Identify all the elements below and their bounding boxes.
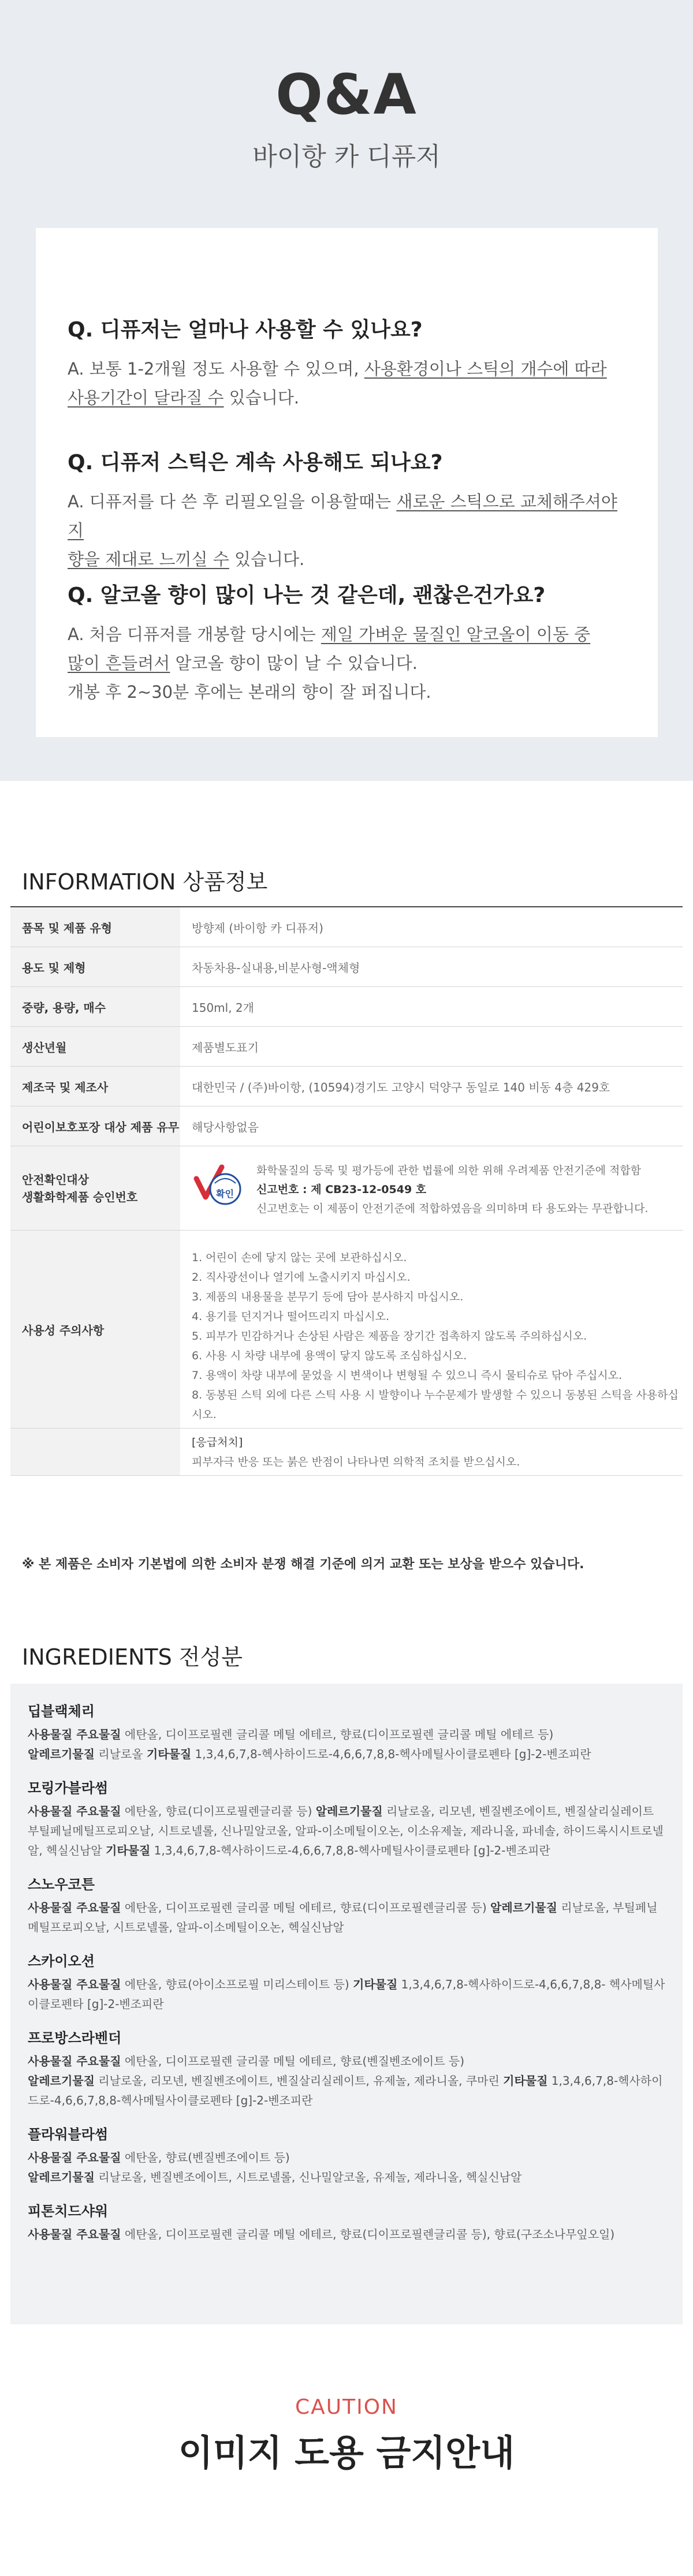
ingredient-label: 사용물질 주요물질: [28, 2054, 121, 2068]
info-label: 어린이보호포장 대상 제품 유무: [10, 1106, 180, 1146]
qa-item: [68, 579, 628, 706]
ingredient-label: 사용물질 주요물질: [28, 2227, 121, 2241]
answer-text: A. 보통 1-2개월 정도 사용할 수 있으며,: [68, 359, 364, 379]
table-row: [10, 1429, 683, 1476]
emergency-title: [응급처치]: [192, 1436, 243, 1449]
qa-answer: [68, 620, 628, 706]
table-row: [10, 1067, 683, 1106]
info-value: 해당사항없음: [192, 1120, 259, 1134]
answer-text: 있습니다.: [229, 549, 305, 569]
cert-number: 신고번호 : 제 CB23-12-0549 호: [256, 1183, 427, 1196]
answer-underline: 많이 흔들려서: [68, 653, 170, 673]
cert-label-line: 안전확인대상: [22, 1172, 89, 1187]
ingredient-name: 프로방스라벤더: [28, 2030, 122, 2046]
qa-title: Q&A: [275, 62, 418, 127]
answer-text: 알코올 향이 많이 날 수 있습니다.: [170, 653, 418, 673]
info-value: 150ml, 2개: [192, 1000, 254, 1015]
info-table: [10, 906, 683, 1476]
ingredient-label: 사용물질 주요물질: [28, 2151, 121, 2164]
answer-text: A. 처음 디퓨저를 개봉할 당시에는: [68, 625, 321, 644]
table-row: [10, 1231, 683, 1468]
table-row: [10, 907, 683, 947]
info-section-title: INFORMATION 상품정보: [22, 869, 268, 895]
ingredient-text: [28, 1898, 665, 1937]
list-item: 3. 제품의 내용물을 분무기 등에 담아 분사하지 마십시오.: [192, 1291, 464, 1303]
qa-answer: [68, 354, 628, 412]
ingredient-name: 딥블랙체리: [28, 1703, 95, 1719]
ingredient-item: [28, 2123, 665, 2187]
ingredient-item: [28, 1873, 665, 1937]
ingredient-value: 리날로올, 리모넨, 벤질벤조에이트, 벤질살리실레이트 부틸페닐메틸프로피오날, 시트로넬롤, 신나밀알코올, 알파-이소메틸이오논, 이소유제놀, 제라니올, 파네솔, 하이드록시시트로넬알, 헥실신남알: [28, 1804, 664, 1857]
ingredient-value: 에탄올, 디이프로필렌 글리콜 메틸 에테르, 향료(디이프로필렌글리콜 등), 향료(구조소나무잎오일): [121, 2227, 615, 2241]
ingredient-value: 리날로올, 부틸페닐메틸프로피오날, 시트로넬롤, 알파-이소메틸이오논, 헥실신남알: [28, 1901, 658, 1934]
ingredient-label: 알레르기물질: [490, 1901, 557, 1915]
ingredient-label: 알레르기물질: [28, 2074, 95, 2088]
badge-text: 확인: [216, 1188, 234, 1199]
caution-label: CAUTION: [295, 2395, 398, 2419]
info-label: 생산년월: [10, 1027, 180, 1066]
cert-label-line: 생활화학제품 승인번호: [22, 1190, 138, 1204]
ingredient-value: 1,3,4,6,7,8-헥사하이드로-4,6,6,7,8,8-헥사메틸사이클로펜타 [g]-2-벤조피란: [191, 1747, 591, 1761]
qa-card: [36, 228, 658, 737]
answer-underline: 제일 가벼운 물질인 알코올이 이동 중: [321, 625, 591, 644]
ingredient-text: [28, 2051, 665, 2110]
list-item: 6. 사용 시 차량 내부에 용액이 닿지 않도록 조심하십시오.: [192, 1349, 467, 1362]
ingredient-item: [28, 1950, 665, 2014]
answer-text: 있습니다.: [223, 388, 300, 407]
ingredient-item: [28, 2027, 665, 2110]
info-value: 방향제 (바이항 카 디퓨저): [192, 921, 323, 935]
info-value: 대한민국 / (주)바이항, (10594)경기도 고양시 덕양구 동일로 140 비동 4층 429호: [192, 1080, 610, 1094]
cert-line: 화학물질의 등록 및 평가등에 관한 법률에 의한 위해 우려제품 안전기준에 적합함: [256, 1164, 642, 1177]
ingredient-value: 1,3,4,6,7,8-헥사하이드로-4,6,6,7,8,8- 헥사메틸사이클로펜타 [g]-2-벤조피란: [28, 1977, 665, 2011]
info-value-empty: [180, 1429, 683, 1475]
list-item: 4. 용기를 던지거나 떨어뜨리지 마십시오.: [192, 1310, 389, 1323]
ingredient-name: 스노우코튼: [28, 1876, 95, 1893]
ingredient-item: [28, 1700, 665, 1764]
emergency-text: 피부자극 반응 또는 붉은 반점이 나타나면 의학적 조치를 받으십시오.: [192, 1456, 520, 1468]
ingredient-label: 기타물질: [353, 1977, 398, 1991]
ingredient-text: [28, 1975, 665, 2014]
ingredient-value: 리날로올, 리모넨, 벤질벤조에이트, 벤질살리실레이트, 유제놀, 제라니올, 쿠마린: [94, 2074, 504, 2088]
table-row: [10, 987, 683, 1027]
qa-question: Q. 알코올 향이 많이 나는 것 같은데, 괜찮은건가요?: [68, 584, 546, 607]
ingredient-label: 사용물질 주요물질: [28, 1977, 121, 1991]
ingredient-name: 모링가블라썸: [28, 1780, 109, 1796]
caution-title: 이미지 도용 금지안내: [178, 2432, 515, 2474]
info-label-empty: [10, 1429, 180, 1475]
ingredient-label: 알레르기물질: [28, 2170, 95, 2184]
info-label: 제조국 및 제조사: [10, 1067, 180, 1106]
ingredient-text: [28, 2224, 665, 2244]
list-item: 8. 동봉된 스틱 외에 다른 스틱 사용 시 발향이나 누수문제가 발생할 수 있으니 동봉된 스틱을 사용하십시오.: [192, 1389, 679, 1421]
caution-value: [180, 1231, 683, 1468]
info-label: [10, 1146, 180, 1230]
info-value: 차동차용-실내용,비분사형-액체형: [192, 960, 360, 975]
qa-question: Q. 디퓨저 스틱은 계속 사용해도 되나요?: [68, 451, 443, 474]
ingredient-name: 플라워블라썸: [28, 2126, 109, 2143]
ingredient-value: 에탄올, 향료(디이프로필렌글리콜 등): [121, 1804, 316, 1818]
ingredient-label: 알레르기물질: [315, 1804, 383, 1818]
list-item: 7. 용액이 차량 내부에 묻었을 시 변색이나 변형될 수 있으니 즉시 물티슈로 닦아 주십시오.: [192, 1369, 623, 1382]
ingredient-text: [28, 1725, 665, 1764]
ingredients-box: [10, 1684, 683, 2324]
ingredient-label: 기타물질: [503, 2074, 548, 2088]
qa-answer: [68, 487, 628, 574]
cert-value: [180, 1146, 683, 1230]
list-item: 2. 직사광선이나 열기에 노출시키지 마십시오.: [192, 1271, 411, 1284]
ingredients-section-title: INGREDIENTS 전성분: [22, 1644, 243, 1670]
ingredient-value: 에탄올, 디이프로필렌 글리콜 메틸 에테르, 향료(벤질벤조에이트 등): [121, 2054, 464, 2068]
answer-text: A. 디퓨저를 다 쓴 후 리필오일을 이용할때는: [68, 492, 397, 511]
ingredient-value: 에탄올, 디이프로필렌 글리콜 메틸 에테르, 향료(디이프로필렌 글리콜 메틸 에테르 등): [121, 1728, 554, 1741]
ingredient-value: 에탄올, 디이프로필렌 글리콜 메틸 에테르, 향료(디이프로필렌글리콜 등): [121, 1901, 490, 1915]
ingredient-item: [28, 2200, 665, 2244]
qa-section: [0, 0, 693, 781]
table-row: [10, 947, 683, 987]
consumer-note: ※ 본 제품은 소비자 기본법에 의한 소비자 분쟁 해결 기준에 의거 교환 또는 보상을 받으수 있습니다.: [22, 1557, 584, 1572]
answer-underline: 향을 제대로 느끼실 수: [68, 549, 229, 569]
ingredient-label: 사용물질 주요물질: [28, 1728, 121, 1741]
ingredient-value: 에탄올, 향료(벤질벤조에이트 등): [121, 2151, 290, 2164]
answer-underline: 사용환경이나 스틱의 개수에 따라: [364, 359, 607, 379]
ingredient-name: 스카이오션: [28, 1953, 95, 1969]
ingredient-value: 리날로올: [94, 1747, 147, 1761]
info-label: 품목 및 제품 유형: [10, 907, 180, 947]
info-label: 용도 및 제형: [10, 947, 180, 986]
table-row: [10, 1027, 683, 1067]
qa-subtitle: 바이항 카 디퓨저: [252, 142, 441, 171]
info-label: 중량, 용량, 매수: [10, 987, 180, 1026]
info-value: 제품별도표기: [192, 1040, 259, 1055]
answer-underline: 새로운 스틱으로 교체해주셔야지: [68, 492, 617, 540]
table-row: [10, 1106, 683, 1146]
info-label: 사용성 주의사항: [10, 1231, 180, 1428]
ingredient-value: 1,3,4,6,7,8-헥사하이드로-4,6,6,7,8,8-헥사메틸사이클로펜타 [g]-2-벤조피란: [28, 2074, 663, 2107]
ingredient-value: 리날로올, 벤질벤조에이트, 시트로넬롤, 신나밀알코올, 유제놀, 제라니올, 헥실신남알: [94, 2170, 522, 2184]
ingredient-label: 기타물질: [146, 1747, 192, 1761]
cert-text: [256, 1161, 648, 1218]
ingredient-name: 피톤치드샤워: [28, 2203, 109, 2219]
list-item: 5. 피부가 민감하거나 손상된 사람은 제품을 장기간 접촉하지 않도록 주의하십시오.: [192, 1330, 587, 1343]
qa-question: Q. 디퓨저는 얼마나 사용할 수 있나요?: [68, 318, 423, 342]
ingredient-text: [28, 2148, 665, 2187]
answer-text: 개봉 후 2~30분 후에는 본래의 향이 잘 퍼집니다.: [68, 682, 431, 702]
cert-line: 신고번호는 이 제품이 안전기준에 적합하였음을 의미하며 타 용도와는 무관합니다.: [256, 1202, 649, 1215]
list-item: 1. 어린이 손에 닿지 않는 곳에 보관하십시오.: [192, 1251, 407, 1264]
ingredient-label: 사용물질 주요물질: [28, 1901, 121, 1915]
safety-check-badge-icon: [192, 1161, 244, 1210]
ingredient-label: 알레르기물질: [28, 1747, 95, 1761]
ingredient-value: 에탄올, 향료(아이소프로필 미리스테이트 등): [121, 1977, 353, 1991]
ingredient-label: 사용물질 주요물질: [28, 1804, 121, 1818]
ingredient-item: [28, 1777, 665, 1860]
answer-underline: 사용기간이 달라질 수: [68, 388, 224, 407]
qa-item: [68, 313, 628, 412]
ingredient-text: [28, 1801, 665, 1860]
qa-item: [68, 446, 628, 574]
ingredient-value: 1,3,4,6,7,8-헥사하이드로-4,6,6,7,8,8-헥사메틸사이클로펜타 [g]-2-벤조피란: [150, 1844, 550, 1857]
table-row: [10, 1146, 683, 1231]
ingredient-label: 기타물질: [106, 1844, 151, 1857]
